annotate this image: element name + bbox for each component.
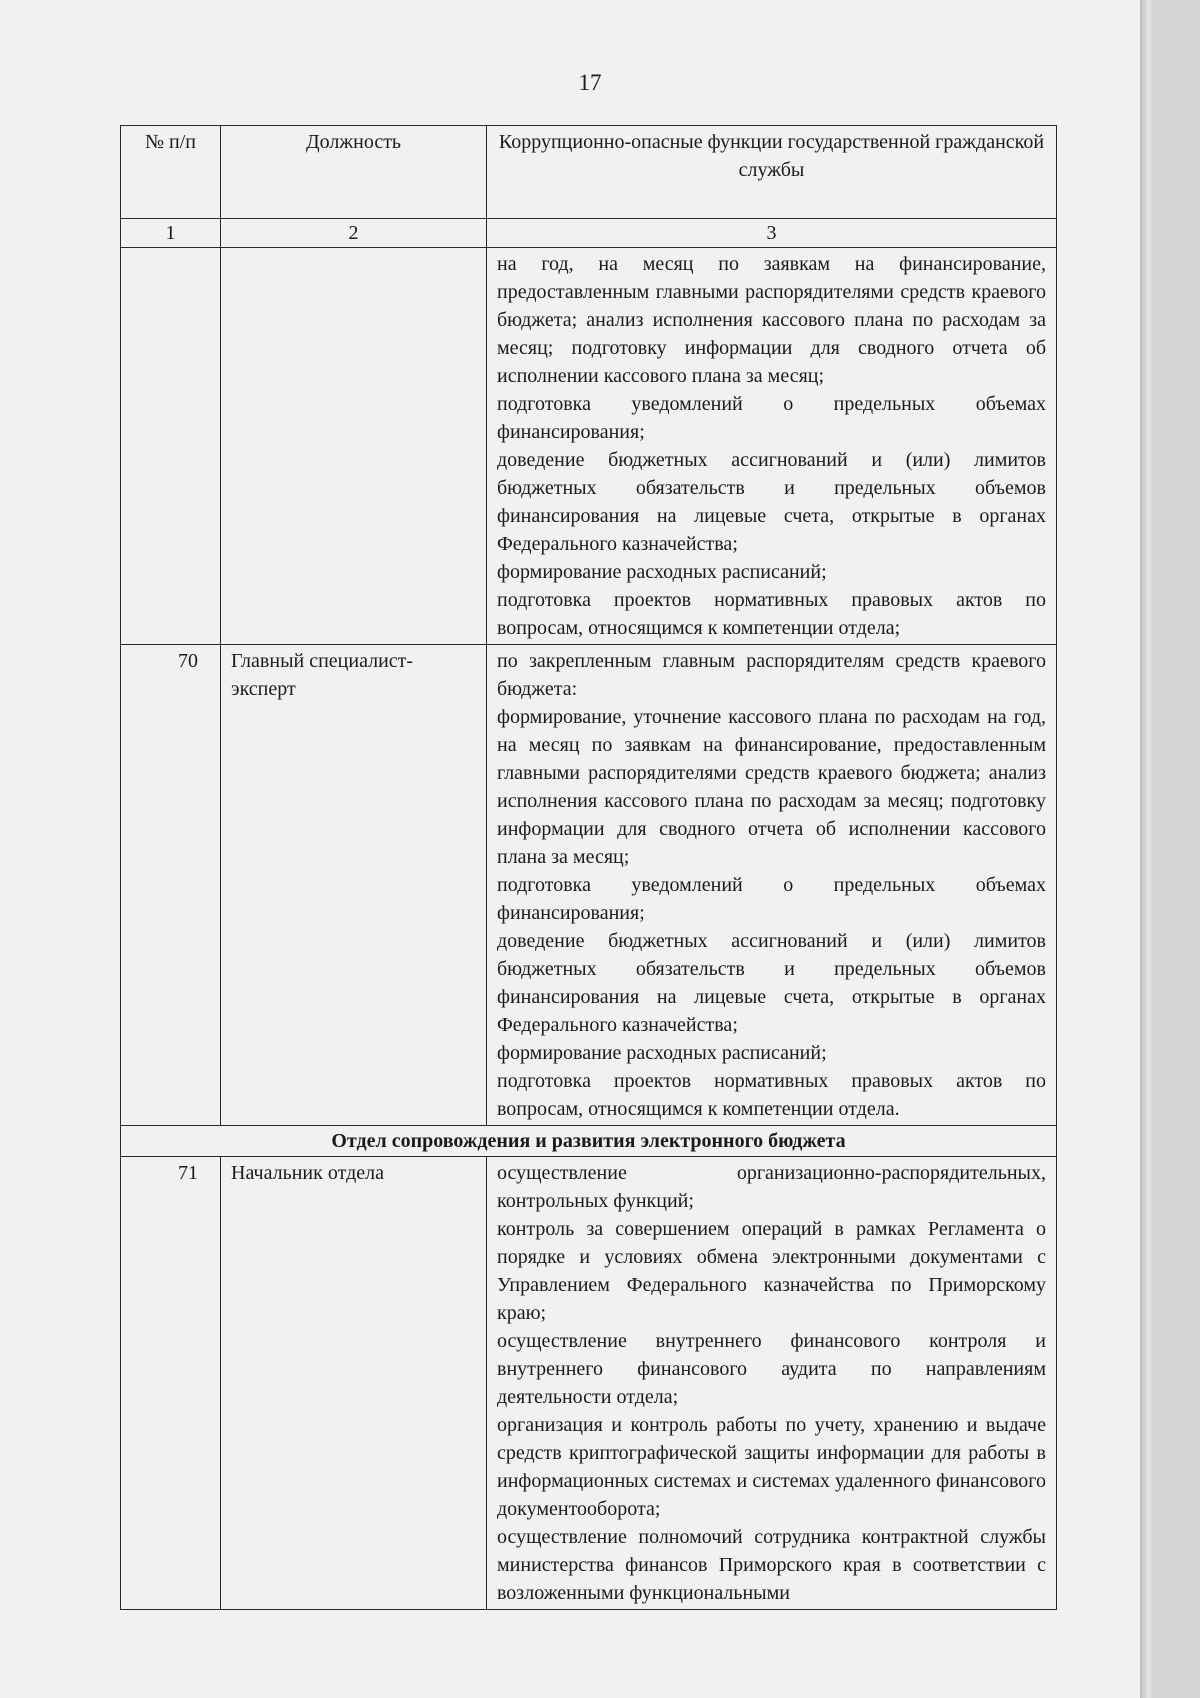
page-number: 17: [578, 70, 602, 95]
function-item: осуществление полномочий сотрудника контрактной службы министерства финансов Приморского края в соответствии с возложенными функциональными: [497, 1526, 1046, 1604]
function-item: доведение бюджетных ассигнований и (или) лимитов бюджетных обязательств и предельных объемов финансирования на лицевые счета, открытые в органах Федерального казначейства;: [497, 449, 1046, 555]
table-row: [121, 248, 1057, 645]
functions-table: [120, 125, 1057, 1610]
section-row: [121, 1126, 1057, 1157]
function-item: контроль за совершением операций в рамках Регламента о порядке и условиях обмена электронными документами с Управлением Федерального казначейства по Приморскому краю;: [497, 1218, 1046, 1324]
function-item: на год, на месяц по заявкам на финансирование, предоставленным главными распорядителями средств краевого бюджета; анализ исполнения кассового плана по расходам за месяц; подготовку информации для сводного отчета об исполнении кассового плана за месяц;: [497, 253, 1046, 387]
column-numbers-row: [121, 219, 1057, 248]
function-item: формирование, уточнение кассового плана по расходам на год, на месяц по заявкам на финансирование, предоставленным главными распорядителями средств краевого бюджета; анализ исполнения кассового плана по расходам за месяц; подготовку информации для сводного отчета об исполнении кассового плана за месяц;: [497, 706, 1046, 868]
header-number: № п/п: [121, 126, 221, 219]
function-item: подготовка уведомлений о предельных объемах финансирования;: [497, 393, 1046, 443]
function-item: формирование расходных расписаний;: [497, 561, 827, 583]
row-functions: [487, 248, 1057, 645]
page-edge: [1140, 0, 1154, 1698]
row-number: [121, 248, 221, 645]
row-position: [221, 248, 487, 645]
function-item: формирование расходных расписаний;: [497, 1042, 827, 1064]
header-functions: Коррупционно-опасные функции государственной гражданской службы: [487, 126, 1057, 219]
table-row: [121, 1157, 1057, 1610]
row-number: 70: [121, 645, 221, 1126]
column-number: 1: [121, 219, 221, 248]
row-position: Главный специалист-эксперт: [221, 645, 487, 1126]
function-item: подготовка уведомлений о предельных объемах финансирования;: [497, 874, 1046, 924]
row-functions: [487, 1157, 1057, 1610]
table-row: [121, 645, 1057, 1126]
header-position: Должность: [221, 126, 487, 219]
function-item: по закрепленным главным распорядителям средств краевого бюджета:: [497, 650, 1046, 700]
row-functions: [487, 645, 1057, 1126]
column-number: 3: [487, 219, 1057, 248]
column-number: 2: [221, 219, 487, 248]
row-position: Начальник отдела: [221, 1157, 487, 1610]
table-header-row: [121, 126, 1057, 219]
function-item: организация и контроль работы по учету, хранению и выдаче средств криптографической защиты информации для работы в информационных системах и системах удаленного финансового документооборота;: [497, 1414, 1046, 1520]
function-item: подготовка проектов нормативных правовых актов по вопросам, относящимся к компетенции отдела.: [497, 1070, 1046, 1120]
section-title: Отдел сопровождения и развития электронного бюджета: [121, 1126, 1057, 1157]
function-item: осуществление внутреннего финансового контроля и внутреннего финансового аудита по направлениям деятельности отдела;: [497, 1330, 1046, 1408]
function-item: подготовка проектов нормативных правовых актов по вопросам, относящимся к компетенции отдела;: [497, 589, 1046, 639]
row-number: 71: [121, 1157, 221, 1610]
function-item: осуществление организационно-распорядительных, контрольных функций;: [497, 1162, 1046, 1212]
function-item: доведение бюджетных ассигнований и (или) лимитов бюджетных обязательств и предельных объемов финансирования на лицевые счета, открытые в органах Федерального казначейства;: [497, 930, 1046, 1036]
